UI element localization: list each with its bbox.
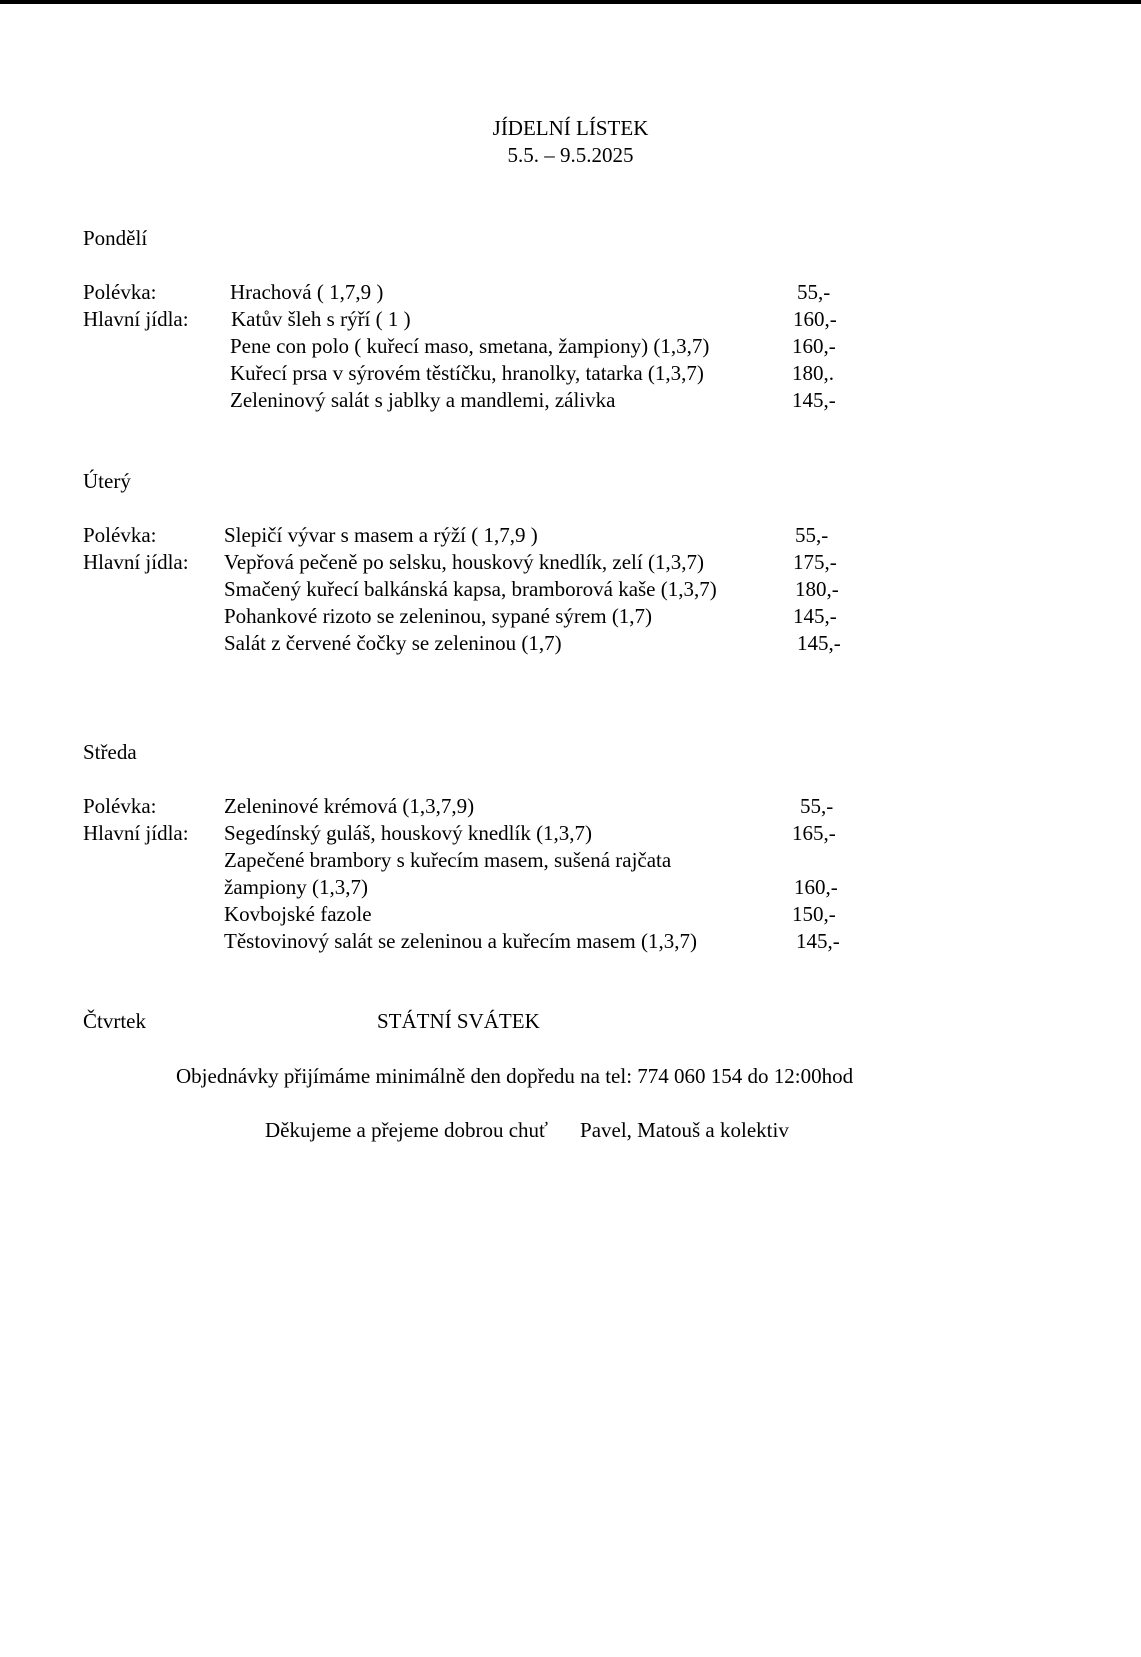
dish-price: 160,- — [793, 307, 837, 331]
dish-price: 145,- — [796, 929, 840, 953]
dish-price: 150,- — [792, 902, 836, 926]
dish-name: Segedínský guláš, houskový knedlík (1,3,7) — [224, 821, 593, 845]
dish-name: Zeleninové krémová (1,3,7,9) — [224, 794, 475, 818]
menu-row — [83, 630, 863, 657]
dish-price: 165,- — [792, 821, 836, 845]
dish-name: Zeleninový salát s jablky a mandlemi, zálivka — [230, 388, 616, 412]
row-label: Hlavní jídla: — [83, 821, 189, 845]
menu-row — [83, 387, 863, 414]
day-title-tuesday: Úterý — [83, 469, 131, 493]
dish-price: 145,- — [792, 388, 836, 412]
dish-price: 160,- — [792, 334, 836, 358]
dish-price: 55,- — [797, 280, 831, 304]
menu-row — [83, 279, 863, 306]
menu-row — [83, 874, 863, 901]
holiday-note: STÁTNÍ SVÁTEK — [377, 1009, 540, 1033]
signature: Pavel, Matouš a kolektiv — [580, 1118, 789, 1142]
menu-row — [83, 928, 863, 955]
menu-row — [83, 847, 863, 874]
day-title-wednesday: Středa — [83, 740, 137, 764]
dish-name: Smačený kuřecí balkánská kapsa, bramborová kaše (1,3,7) — [224, 577, 717, 601]
dish-price: 55,- — [800, 794, 834, 818]
menu-row — [83, 576, 863, 603]
dish-name: Zapečené brambory s kuřecím masem, sušená rajčata — [224, 848, 672, 872]
dish-name: Pene con polo ( kuřecí maso, smetana, žampiony) (1,3,7) — [230, 334, 710, 358]
row-label: Polévka: — [83, 523, 157, 547]
dish-name: Salát z červené čočky se zeleninou (1,7) — [224, 631, 562, 655]
menu-row — [83, 306, 863, 333]
dish-price: 180,- — [795, 577, 839, 601]
dish-name: Vepřová pečeně po selsku, houskový knedlík, zelí (1,3,7) — [224, 550, 704, 574]
thanks-text: Děkujeme a přejeme dobrou chuť — [265, 1118, 549, 1142]
dish-name: Katův šleh s rýří ( 1 ) — [231, 307, 411, 331]
row-label: Polévka: — [83, 280, 157, 304]
dish-price: 180,. — [792, 361, 834, 385]
menu-row — [83, 333, 863, 360]
row-label: Hlavní jídla: — [83, 550, 189, 574]
menu-row — [83, 603, 863, 630]
menu-header — [0, 115, 1141, 169]
dish-price: 160,- — [794, 875, 838, 899]
dish-name: Kovbojské fazole — [224, 902, 372, 926]
menu-row — [83, 793, 863, 820]
menu-row — [83, 549, 863, 576]
row-label: Polévka: — [83, 794, 157, 818]
dish-name: Slepičí vývar s masem a rýží ( 1,7,9 ) — [224, 523, 538, 547]
dish-price: 175,- — [793, 550, 837, 574]
dish-name: žampiony (1,3,7) — [224, 875, 369, 899]
dish-name: Pohankové rizoto se zeleninou, sypané sýrem (1,7) — [224, 604, 653, 628]
dish-name: Hrachová ( 1,7,9 ) — [230, 280, 384, 304]
day-title-thursday: Čtvrtek — [83, 1009, 146, 1033]
menu-row — [83, 820, 863, 847]
closing-line — [265, 1117, 789, 1144]
top-border — [0, 0, 1141, 4]
dish-name: Kuřecí prsa v sýrovém těstíčku, hranolky, tatarka (1,3,7) — [230, 361, 704, 385]
menu-row — [83, 360, 863, 387]
order-note: Objednávky přijímáme minimálně den dopředu na tel: 774 060 154 do 12:00hod — [176, 1064, 854, 1088]
menu-row — [83, 901, 863, 928]
row-label: Hlavní jídla: — [83, 307, 189, 331]
menu-row — [83, 522, 863, 549]
date-range: 5.5. – 9.5.2025 — [507, 143, 634, 167]
dish-price: 145,- — [797, 631, 841, 655]
menu-title: JÍDELNÍ LÍSTEK — [492, 116, 649, 140]
day-title-monday: Pondělí — [83, 226, 148, 250]
dish-name: Těstovinový salát se zeleninou a kuřecím masem (1,3,7) — [224, 929, 697, 953]
dish-price: 55,- — [795, 523, 829, 547]
dish-price: 145,- — [793, 604, 837, 628]
